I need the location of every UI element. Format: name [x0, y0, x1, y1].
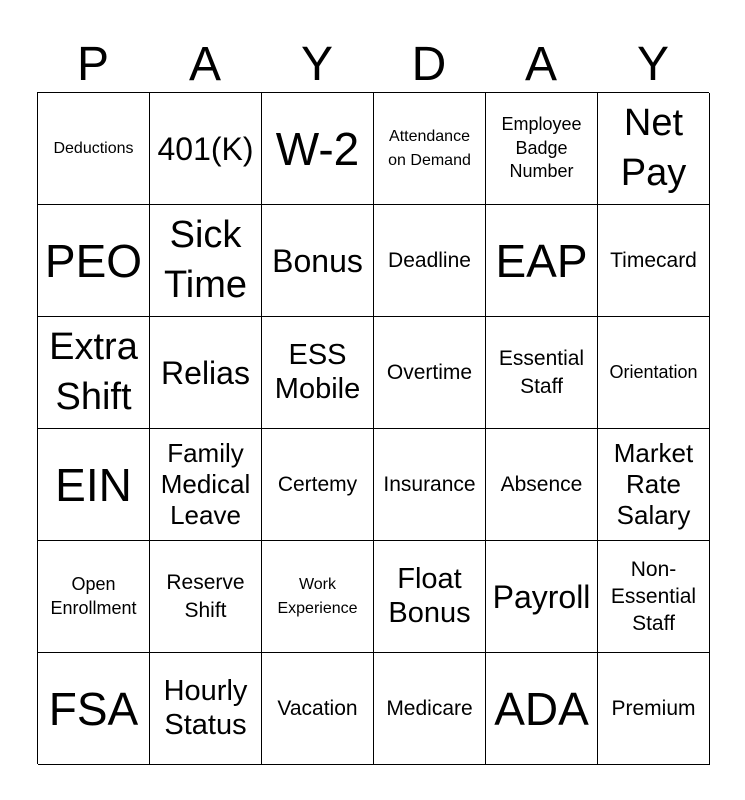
- bingo-cell[interactable]: Family Medical Leave: [150, 429, 262, 541]
- header-letter-y: Y: [300, 38, 333, 91]
- bingo-cell[interactable]: Extra Shift: [38, 317, 150, 429]
- bingo-cell[interactable]: FSA: [38, 653, 150, 765]
- bingo-cell[interactable]: Essential Staff: [486, 317, 598, 429]
- bingo-cell[interactable]: Vacation: [262, 653, 374, 765]
- bingo-cell[interactable]: EIN: [38, 429, 150, 541]
- bingo-cell[interactable]: Medicare: [374, 653, 486, 765]
- bingo-cell[interactable]: Work Experience: [262, 541, 374, 653]
- bingo-cell[interactable]: Payroll: [486, 541, 598, 653]
- bingo-cell[interactable]: Timecard: [598, 205, 710, 317]
- bingo-cell[interactable]: EAP: [486, 205, 598, 317]
- header-letter-a: A: [188, 38, 221, 91]
- bingo-cell[interactable]: Overtime: [374, 317, 486, 429]
- header-letter-a-2: A: [524, 38, 557, 91]
- bingo-cell[interactable]: Net Pay: [598, 93, 710, 205]
- bingo-cell[interactable]: Employee Badge Number: [486, 93, 598, 205]
- bingo-cell[interactable]: Certemy: [262, 429, 374, 541]
- bingo-cell[interactable]: Absence: [486, 429, 598, 541]
- bingo-cell[interactable]: Non- Essential Staff: [598, 541, 710, 653]
- header-letter-p: P: [76, 38, 109, 91]
- bingo-cell[interactable]: Hourly Status: [150, 653, 262, 765]
- bingo-cell[interactable]: Open Enrollment: [38, 541, 150, 653]
- bingo-header: [37, 38, 709, 92]
- bingo-cell[interactable]: Orientation: [598, 317, 710, 429]
- bingo-cell[interactable]: Market Rate Salary: [598, 429, 710, 541]
- bingo-cell[interactable]: Deductions: [38, 93, 150, 205]
- bingo-cell[interactable]: ADA: [486, 653, 598, 765]
- header-letter-y-2: Y: [636, 38, 669, 91]
- bingo-cell[interactable]: Relias: [150, 317, 262, 429]
- bingo-cell[interactable]: Sick Time: [150, 205, 262, 317]
- bingo-cell[interactable]: Float Bonus: [374, 541, 486, 653]
- bingo-cell[interactable]: Insurance: [374, 429, 486, 541]
- bingo-cell[interactable]: PEO: [38, 205, 150, 317]
- bingo-board: [37, 92, 709, 764]
- bingo-cell[interactable]: Attendance on Demand: [374, 93, 486, 205]
- bingo-cell[interactable]: Bonus: [262, 205, 374, 317]
- header-letter-d: D: [411, 38, 447, 91]
- bingo-cell[interactable]: Reserve Shift: [150, 541, 262, 653]
- bingo-cell[interactable]: 401(K): [150, 93, 262, 205]
- bingo-cell[interactable]: Deadline: [374, 205, 486, 317]
- bingo-cell[interactable]: ESS Mobile: [262, 317, 374, 429]
- bingo-cell[interactable]: Premium: [598, 653, 710, 765]
- bingo-cell[interactable]: W-2: [262, 93, 374, 205]
